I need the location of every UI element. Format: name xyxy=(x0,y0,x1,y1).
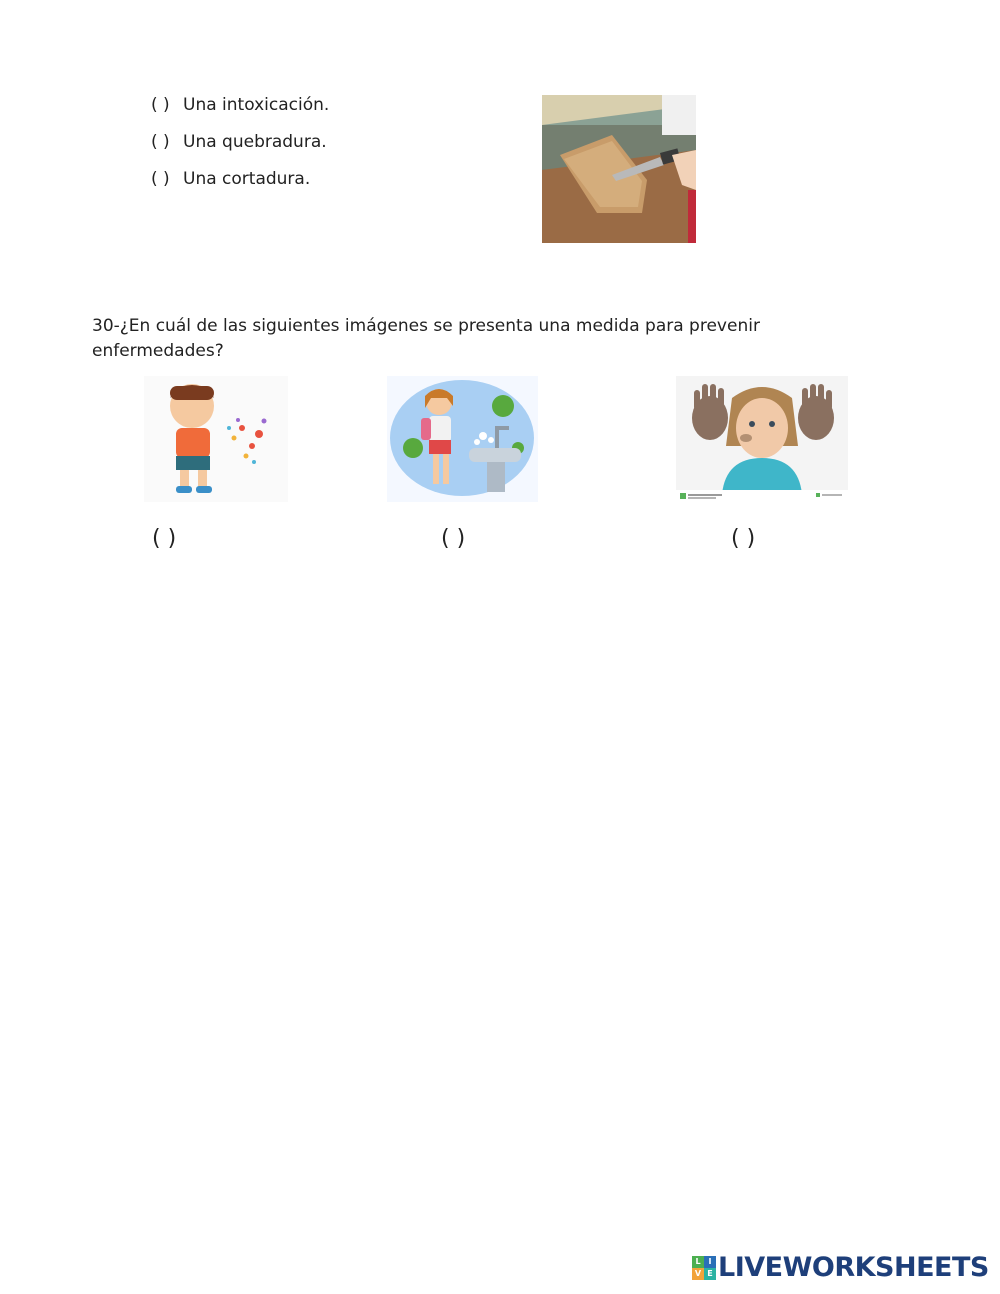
option-label: Una intoxicación. xyxy=(183,95,330,115)
liveworksheets-logo xyxy=(692,1252,989,1283)
answer-blank[interactable]: ( ) xyxy=(151,132,170,152)
dirty-hands-child-image xyxy=(676,376,848,502)
option-label: Una quebradura. xyxy=(183,132,327,152)
knife-cutting-board-image xyxy=(542,95,696,243)
option-intoxicacion xyxy=(151,95,329,115)
girl-washing-hands-image xyxy=(387,376,538,502)
answer-blank[interactable]: ( ) xyxy=(151,95,170,115)
sneezing-boy-image xyxy=(144,376,288,502)
answer-blank-image-1[interactable]: ( ) xyxy=(152,526,177,551)
option-quebradura xyxy=(151,132,327,152)
option-label: Una cortadura. xyxy=(183,169,311,189)
logo-text: LIVEWORKSHEETS xyxy=(718,1252,989,1283)
question-30: 30-¿En cuál de las siguientes imágenes se presenta una medida para prevenir enfermedades? xyxy=(92,316,760,361)
answer-blank-image-3[interactable]: ( ) xyxy=(731,526,756,551)
option-cortadura xyxy=(151,169,310,189)
logo-icon: L I V E xyxy=(692,1256,716,1280)
answer-blank[interactable]: ( ) xyxy=(151,169,170,189)
answer-blank-image-2[interactable]: ( ) xyxy=(441,526,466,551)
